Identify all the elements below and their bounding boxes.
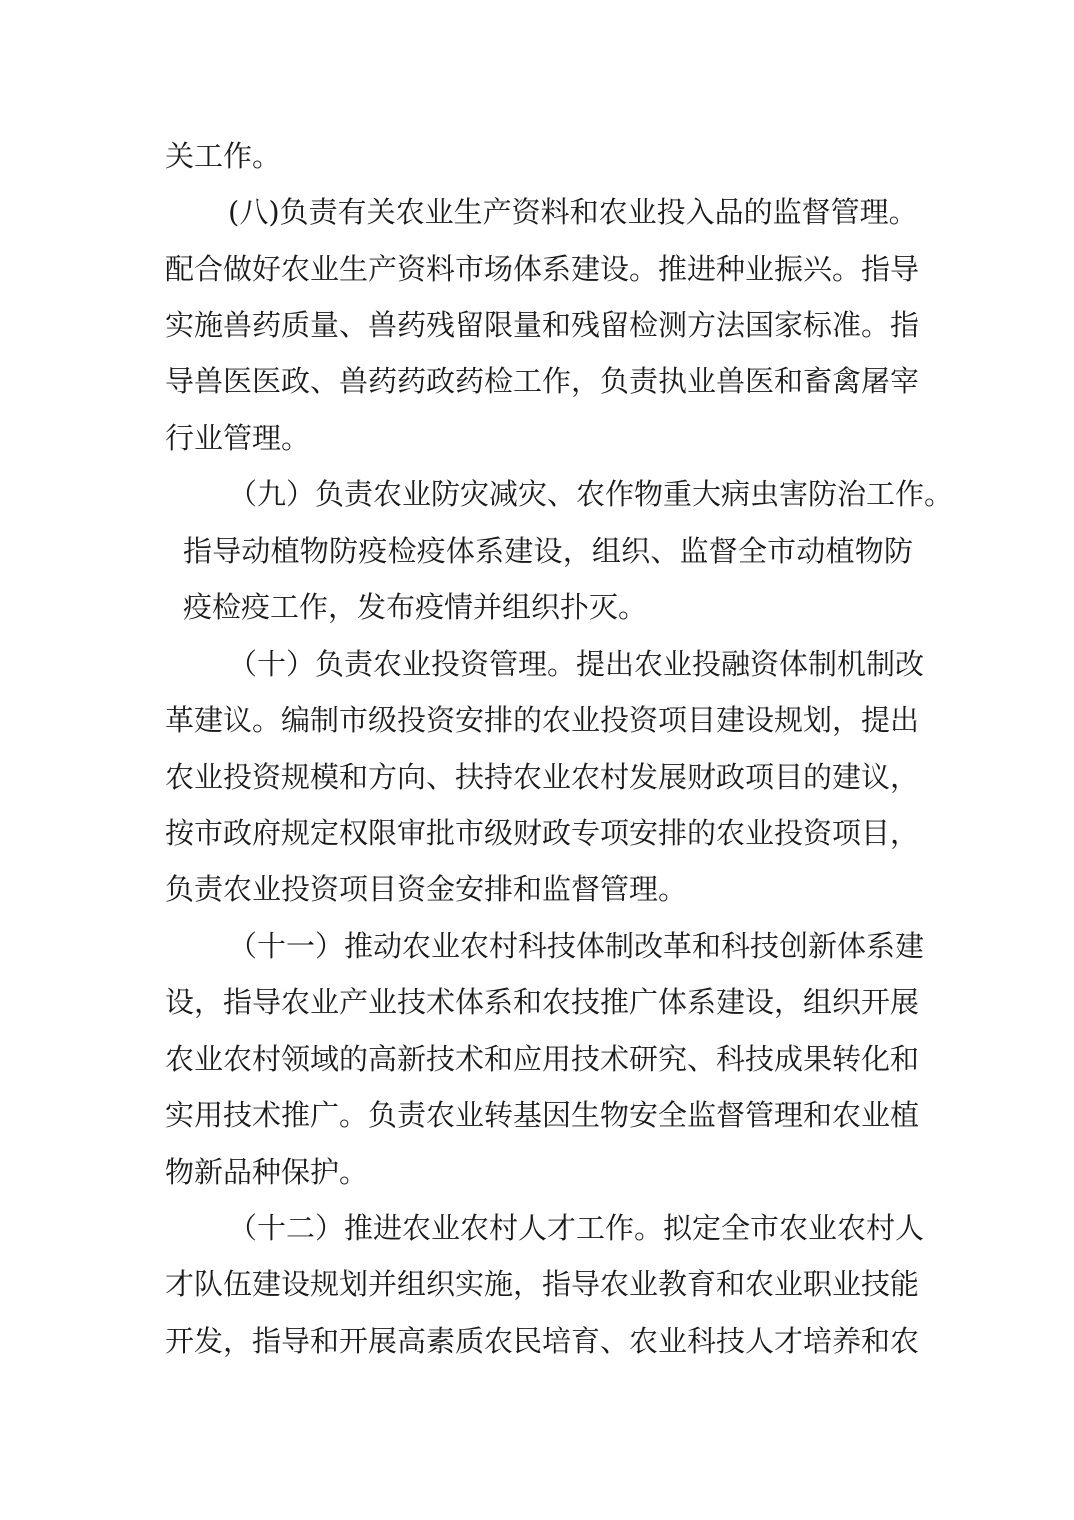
text-line: （十二）推进农业农村人才工作。拟定全市农业农村人 <box>228 1211 925 1245</box>
text-line: （十一）推动农业农村科技体制改革和科技创新体系建 <box>228 929 925 963</box>
text-line: 按市政府规定权限审批市级财政专项安排的农业投资项目， <box>165 816 920 850</box>
text-line: 导兽医医政、兽药药政药检工作，负责执业兽医和畜禽屠宰 <box>165 364 920 398</box>
text-line: 关工作。 <box>165 139 282 173</box>
text-line: 实施兽药质量、兽药残留限量和残留检测方法国家标准。指 <box>165 308 920 342</box>
text-line: （十）负责农业投资管理。提出农业投融资体制机制改 <box>228 647 925 681</box>
text-line: 负责农业投资项目资金安排和监督管理。 <box>165 872 688 906</box>
text-line: 行业管理。 <box>165 421 311 455</box>
text-line: 配合做好农业生产资料市场体系建设。推进种业振兴。指导 <box>165 252 920 286</box>
text-line: 疫检疫工作，发布疫情并组织扑灭。 <box>183 590 648 624</box>
text-line: （九）负责农业防灾减灾、农作物重大病虫害防治工作。 <box>228 477 954 511</box>
text-line: (八)负责有关农业生产资料和农业投入品的监督管理。 <box>228 195 918 229</box>
text-line: 实用技术推广。负责农业转基因生物安全监督管理和农业植 <box>165 1098 920 1132</box>
text-line: 物新品种保护。 <box>165 1155 369 1189</box>
text-line: 开发，指导和开展高素质农民培育、农业科技人才培养和农 <box>165 1324 920 1358</box>
text-line: 指导动植物防疫检疫体系建设，组织、监督全市动植物防 <box>183 534 913 568</box>
text-line: 革建议。编制市级投资安排的农业投资项目建设规划，提出 <box>165 703 920 737</box>
text-line: 农业投资规模和方向、扶持农业农村发展财政项目的建议， <box>165 760 920 794</box>
text-line: 农业农村领域的高新技术和应用技术研究、科技成果转化和 <box>165 1042 920 1076</box>
text-line: 设，指导农业产业技术体系和农技推广体系建设，组织开展 <box>165 985 920 1019</box>
text-line: 才队伍建设规划并组织实施，指导农业教育和农业职业技能 <box>165 1267 920 1301</box>
